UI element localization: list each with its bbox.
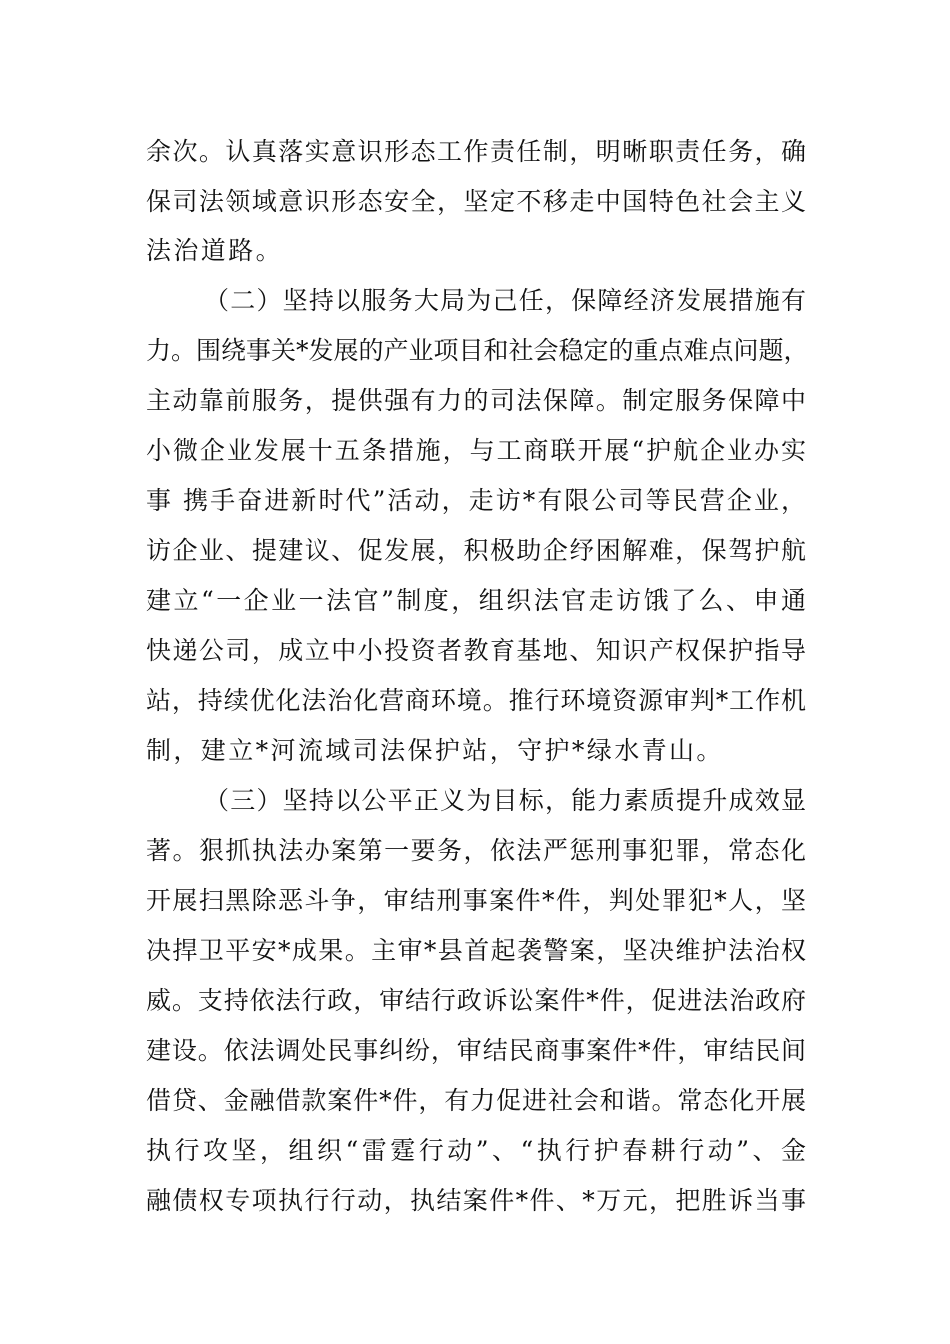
text-line: 执行攻坚，组织“雷霆行动”、“执行护春耕行动”、金 — [146, 1136, 806, 1165]
text-line: 小微企业发展十五条措施，与工商联开展“护航企业办实 — [146, 436, 806, 465]
text-line: 著。狠抓执法办案第一要务，依法严惩刑事犯罪，常态化 — [146, 836, 806, 865]
text-line: 力。围绕事关*发展的产业项目和社会稳定的重点难点问题， — [146, 336, 809, 365]
text-line: 访企业、提建议、促发展，积极助企纾困解难，保驾护航 — [146, 536, 806, 565]
text-line: 开展扫黑除恶斗争，审结刑事案件*件，判处罪犯*人，坚 — [146, 886, 806, 915]
text-line: 融债权专项执行行动，执结案件*件、*万元，把胜诉当事 — [146, 1186, 806, 1215]
text-line: 站，持续优化法治化营商环境。推行环境资源审判*工作机 — [146, 686, 806, 715]
text-line: 借贷、金融借款案件*件，有力促进社会和谐。常态化开展 — [146, 1086, 806, 1115]
section-heading-line: （二）坚持以服务大局为己任，保障经济发展措施有 — [204, 286, 806, 315]
text-line: 快递公司，成立中小投资者教育基地、知识产权保护指导 — [146, 636, 806, 665]
text-line: 建立“一企业一法官”制度，组织法官走访饿了么、申通 — [146, 586, 806, 615]
text-line: 建设。依法调处民事纠纷，审结民商事案件*件，审结民间 — [146, 1036, 806, 1065]
text-line: 制，建立*河流域司法保护站，守护*绿水青山。 — [146, 736, 724, 765]
text-line: 决捍卫平安*成果。主审*县首起袭警案，坚决维护法治权 — [146, 936, 806, 965]
text-line: 威。支持依法行政，审结行政诉讼案件*件，促进法治政府 — [146, 986, 806, 1015]
section-heading-line: （三）坚持以公平正义为目标，能力素质提升成效显 — [204, 786, 806, 815]
text-line: 事 携手奋进新时代”活动，走访*有限公司等民营企业， — [146, 486, 806, 515]
text-line: 余次。认真落实意识形态工作责任制，明晰职责任务，确 — [146, 137, 806, 166]
text-line: 法治道路。 — [146, 236, 284, 265]
text-line: 保司法领域意识形态安全，坚定不移走中国特色社会主义 — [146, 187, 806, 216]
text-line: 主动靠前服务，提供强有力的司法保障。制定服务保障中 — [146, 386, 806, 415]
